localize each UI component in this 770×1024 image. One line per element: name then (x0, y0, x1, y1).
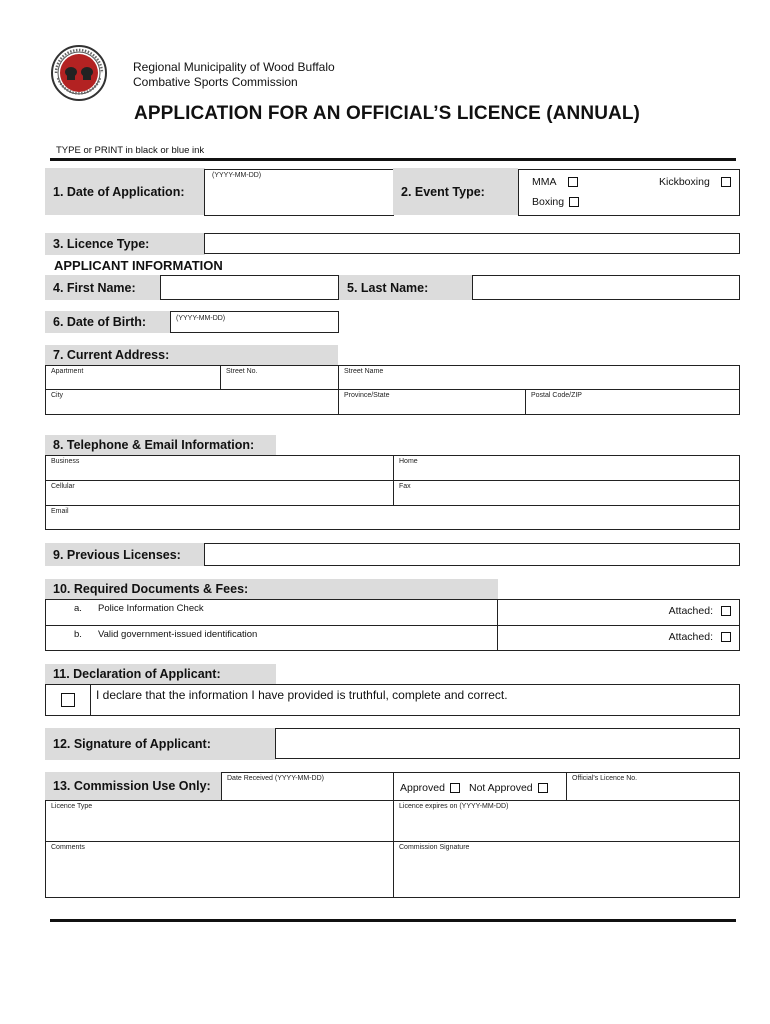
home-phone-field[interactable]: Home (393, 455, 740, 481)
government-id-row (45, 625, 498, 651)
licence-type-field[interactable] (204, 233, 740, 254)
org-name: Regional Municipality of Wood Buffalo (133, 60, 335, 74)
header-divider (50, 158, 736, 161)
event-type-label: 2. Event Type: (393, 168, 518, 215)
required-documents-label: 10. Required Documents & Fees: (45, 579, 498, 599)
declaration-label: 11. Declaration of Applicant: (45, 664, 276, 684)
last-name-field[interactable] (472, 275, 740, 300)
not-approved-label: Not Approved (469, 782, 533, 794)
attached-label-a: Attached: (668, 605, 713, 617)
licence-type-admin-field[interactable]: Licence Type (45, 800, 394, 842)
telephone-email-label: 8. Telephone & Email Information: (45, 435, 276, 455)
commission-seal-icon (50, 44, 108, 102)
event-option-kickboxing[interactable] (659, 176, 731, 188)
approved-label: Approved (400, 782, 445, 794)
date-of-application-label: 1. Date of Application: (45, 168, 205, 215)
government-id-attached-cell (497, 625, 740, 651)
comments-field[interactable]: Comments (45, 841, 394, 898)
kickboxing-label: Kickboxing (659, 176, 710, 188)
previous-licenses-label: 9. Previous Licenses: (45, 543, 205, 566)
event-type-options (518, 169, 740, 216)
licence-expires-field[interactable]: Licence expires on (YYYY-MM-DD) (393, 800, 740, 842)
commission-signature-field[interactable]: Commission Signature (393, 841, 740, 898)
declaration-text: I declare that the information I have provided is truthful, complete and correct. (96, 688, 508, 702)
approved-checkbox[interactable] (450, 783, 460, 793)
date-format-hint: (YYYY-MM-DD) (212, 172, 262, 179)
kickboxing-checkbox[interactable] (721, 177, 731, 187)
previous-licenses-field[interactable] (204, 543, 740, 566)
commission-use-label: 13. Commission Use Only: (45, 772, 222, 800)
cellular-field[interactable]: Cellular (45, 480, 394, 506)
first-name-field[interactable] (160, 275, 339, 300)
business-phone-field[interactable]: Business (45, 455, 394, 481)
instructions: TYPE or PRINT in black or blue ink (56, 145, 205, 156)
approved-option[interactable] (400, 782, 460, 794)
commission-name: Combative Sports Commission (133, 75, 298, 89)
dob-format-hint: (YYYY-MM-DD) (176, 315, 226, 322)
footer-divider (50, 919, 736, 922)
first-name-label: 4. First Name: (45, 275, 161, 300)
current-address-label: 7. Current Address: (45, 345, 338, 365)
street-name-field[interactable]: Street Name (338, 365, 740, 390)
government-id-text: Valid government-issued identification (98, 629, 258, 640)
postal-code-field[interactable]: Postal Code/ZIP (525, 389, 740, 415)
signature-field[interactable] (275, 728, 740, 759)
government-id-attached-checkbox[interactable] (721, 632, 731, 642)
police-check-text: Police Information Check (98, 603, 204, 614)
government-id-attached[interactable] (669, 631, 731, 643)
apartment-field[interactable]: Apartment (45, 365, 221, 390)
police-check-attached-checkbox[interactable] (721, 606, 731, 616)
event-option-mma[interactable] (532, 176, 578, 188)
email-field[interactable]: Email (45, 505, 740, 530)
boxing-checkbox[interactable] (569, 197, 579, 207)
date-of-birth-label: 6. Date of Birth: (45, 311, 171, 333)
province-state-field[interactable]: Province/State (338, 389, 526, 415)
declaration-checkbox[interactable] (61, 693, 75, 707)
officials-licence-no-field[interactable]: Official’s Licence No. (566, 772, 740, 801)
fax-field[interactable]: Fax (393, 480, 740, 506)
mma-checkbox[interactable] (568, 177, 578, 187)
mma-label: MMA (532, 176, 557, 188)
police-check-attached[interactable] (669, 605, 731, 617)
item-letter-a: a. (74, 603, 82, 614)
last-name-label: 5. Last Name: (339, 275, 472, 300)
declaration-statement-cell (90, 684, 740, 716)
attached-label-b: Attached: (668, 631, 713, 643)
boxing-label: Boxing (532, 196, 565, 208)
signature-label: 12. Signature of Applicant: (45, 728, 276, 760)
date-received-field[interactable]: Date Received (YYYY-MM-DD) (221, 772, 394, 801)
approval-cell (393, 772, 567, 801)
police-check-row (45, 599, 498, 626)
licence-type-label: 3. Licence Type: (45, 233, 205, 255)
page-title: APPLICATION FOR AN OFFICIAL’S LICENCE (ANNUAL) (134, 103, 640, 124)
item-letter-b: b. (74, 629, 82, 640)
not-approved-option[interactable] (469, 782, 548, 794)
city-field[interactable]: City (45, 389, 339, 415)
applicant-information-heading: APPLICANT INFORMATION (54, 258, 223, 273)
date-of-application-field[interactable] (204, 169, 394, 216)
declaration-checkbox-cell (45, 684, 91, 716)
street-no-field[interactable]: Street No. (220, 365, 339, 390)
not-approved-checkbox[interactable] (538, 783, 548, 793)
event-option-boxing[interactable] (532, 196, 579, 208)
police-check-attached-cell (497, 599, 740, 626)
date-of-birth-field[interactable] (170, 311, 339, 333)
